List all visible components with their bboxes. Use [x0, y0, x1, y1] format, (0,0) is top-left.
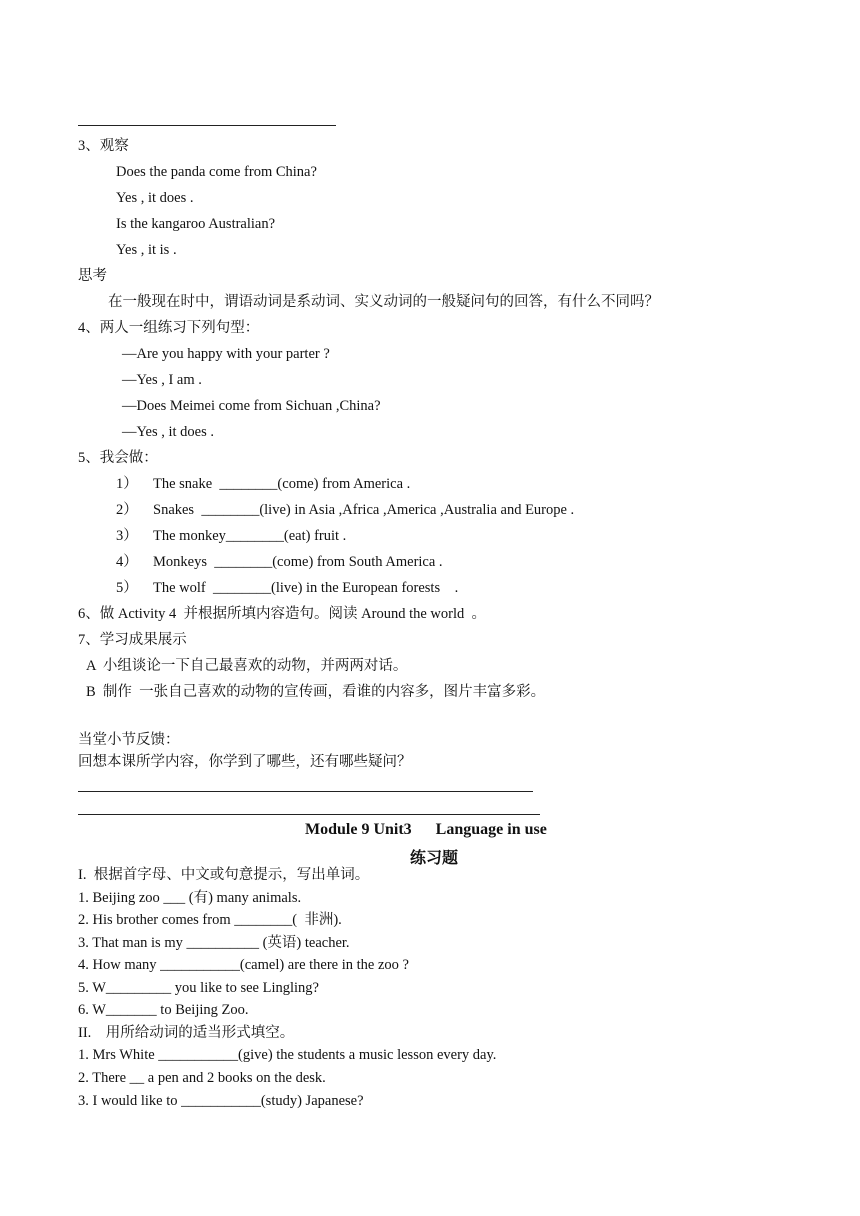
- observe-line: Yes , it is .: [116, 242, 177, 258]
- item-text: Snakes ________(live) in Asia ,Africa ,America ,Australia and Europe .: [153, 502, 575, 518]
- item-number: 2）: [116, 502, 138, 518]
- question-item: 1. Mrs White ___________(give) the students a music lesson every day.: [78, 1047, 497, 1063]
- question-item: 3. That man is my __________ (英语) teacher.: [78, 935, 350, 951]
- section-6-text: 6、做 Activity 4 并根据所填内容造句。阅读 Around the world 。: [78, 606, 486, 622]
- section-3-heading: 3、观察: [78, 138, 129, 154]
- feedback-label: 当堂小节反馈：: [78, 732, 180, 748]
- item-text: The snake ________(come) from America .: [153, 476, 411, 492]
- task-a: A 小组谈论一下自己最喜欢的动物，并两两对话。: [86, 658, 408, 674]
- question-item: 2. His brother comes from ________( 非洲).: [78, 912, 342, 928]
- item-number: 1）: [116, 476, 138, 492]
- question-item: 2. There __ a pen and 2 books on the desk.: [78, 1070, 326, 1086]
- exercise-item: [116, 475, 410, 493]
- dialogue-line: —Are you happy with your parter ?: [122, 346, 330, 362]
- think-label: 思考: [78, 268, 107, 284]
- exercise-subtitle: 练习题: [410, 850, 459, 867]
- observe-line: Is the kangaroo Australian?: [116, 216, 276, 232]
- exercise-item: [116, 553, 443, 571]
- dialogue-line: —Yes , it does .: [122, 424, 214, 440]
- answer-line: [78, 814, 540, 815]
- feedback-question: 回想本课所学内容，你学到了哪些，还有哪些疑问？: [78, 754, 412, 770]
- section-7-heading: 7、学习成果展示: [78, 632, 187, 648]
- think-question: 在一般现在时中，谓语动词是系动词、实义动词的一般疑问句的回答，有什么不同吗？: [108, 294, 659, 310]
- module-title: Module 9 Unit3 Language in use: [305, 821, 547, 838]
- answer-line: [78, 791, 533, 792]
- question-item: 1. Beijing zoo ___ (有) many animals.: [78, 890, 302, 906]
- exercise-item: [116, 579, 458, 597]
- task-b: B 制作 一张自己喜欢的动物的宣传画，看谁的内容多，图片丰富多彩。: [86, 684, 546, 700]
- dialogue-line: —Does Meimei come from Sichuan ,China?: [122, 398, 381, 414]
- dialogue-line: —Yes , I am .: [122, 372, 202, 388]
- section-4-heading: 4、两人一组练习下列句型：: [78, 320, 260, 336]
- section-5-heading: 5、我会做：: [78, 450, 158, 466]
- question-item: 3. I would like to ___________(study) Japanese?: [78, 1093, 364, 1109]
- question-item: 6. W_______ to Beijing Zoo.: [78, 1002, 249, 1018]
- item-number: 5）: [116, 580, 138, 596]
- item-text: Monkeys ________(come) from South America .: [153, 554, 443, 570]
- exercise-item: [116, 501, 574, 519]
- part-1-heading: I. 根据首字母、中文或句意提示，写出单词。: [78, 867, 370, 883]
- item-number: 4）: [116, 554, 138, 570]
- observe-line: Does the panda come from China?: [116, 164, 317, 180]
- question-item: 4. How many ___________(camel) are there in the zoo ?: [78, 957, 409, 973]
- answer-line: [78, 125, 336, 126]
- exercise-item: [116, 527, 346, 545]
- item-text: The monkey________(eat) fruit .: [153, 528, 347, 544]
- item-number: 3）: [116, 528, 138, 544]
- item-text: The wolf ________(live) in the European forests .: [153, 580, 459, 596]
- observe-line: Yes , it does .: [116, 190, 194, 206]
- part-2-heading: II. 用所给动词的适当形式填空。: [78, 1025, 295, 1041]
- question-item: 5. W_________ you like to see Lingling?: [78, 980, 319, 996]
